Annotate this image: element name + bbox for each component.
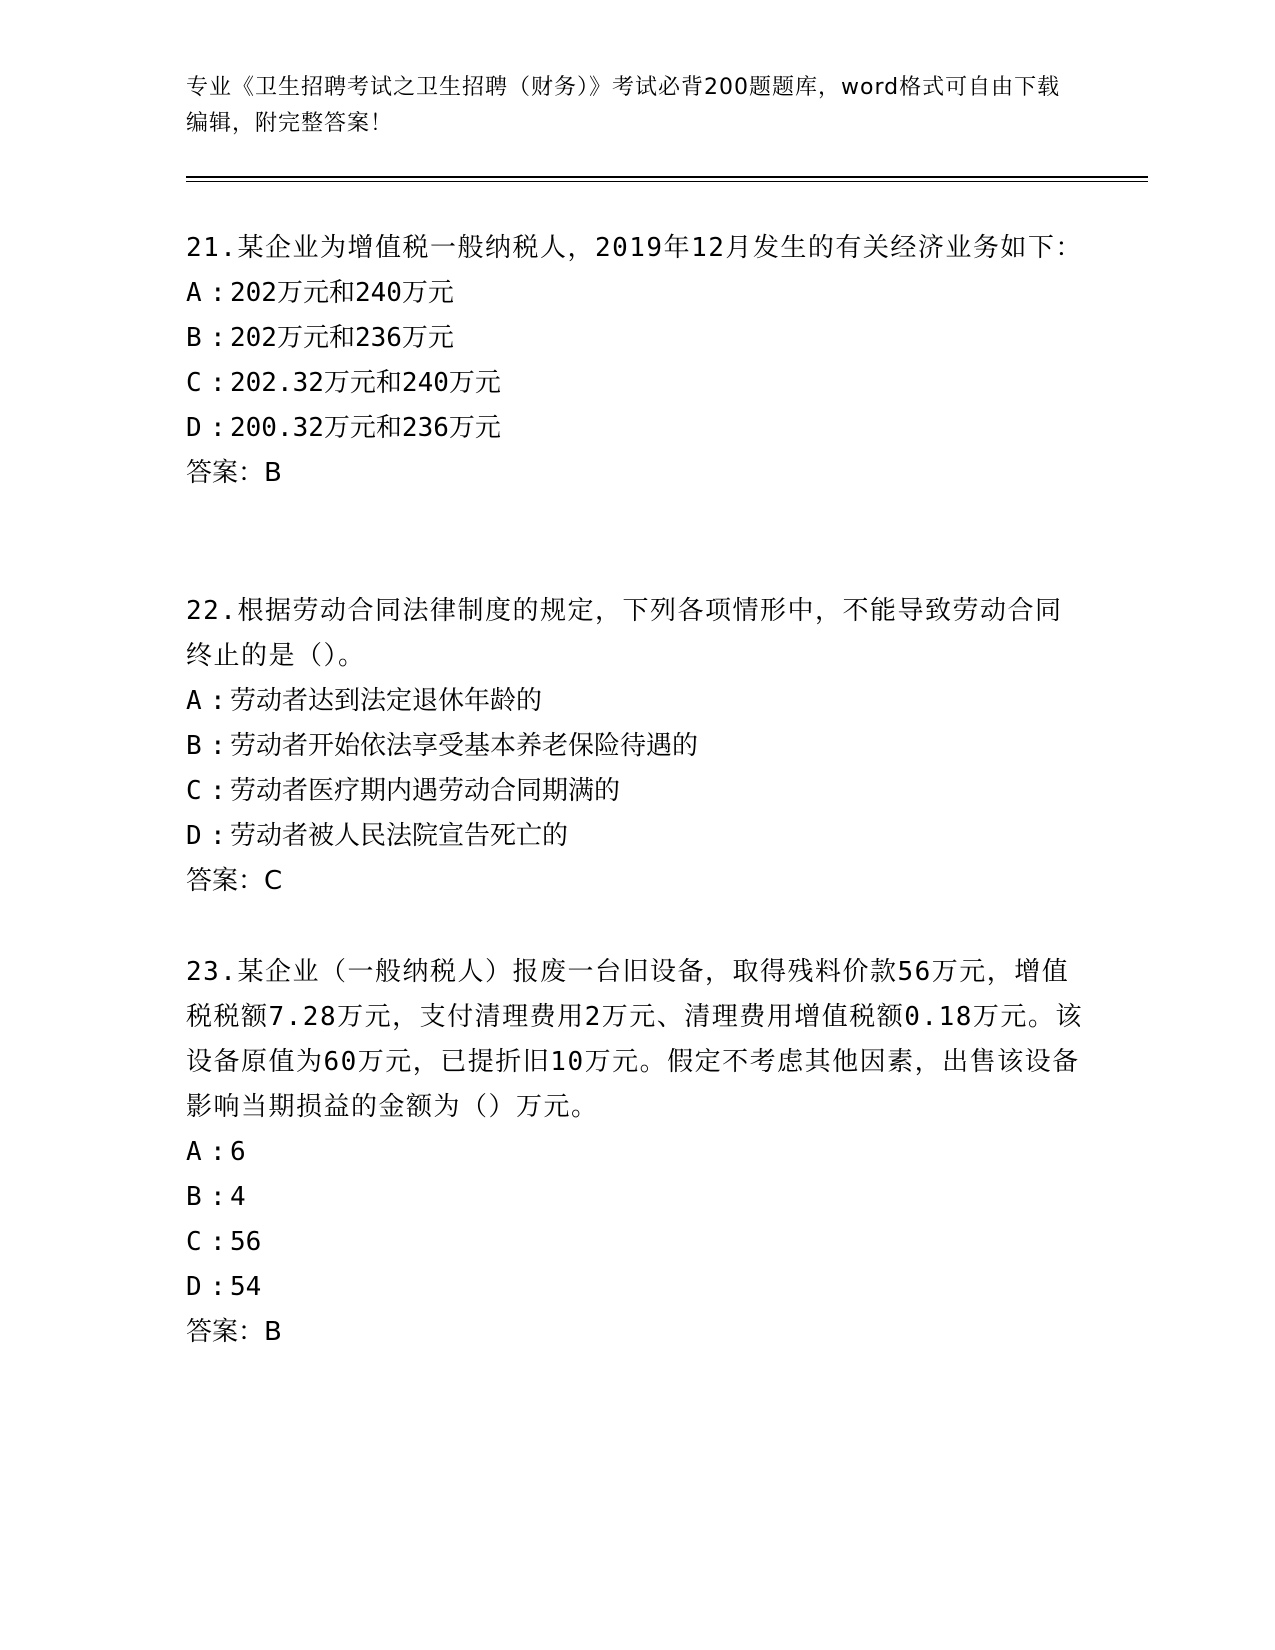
option-a — [186, 1130, 1086, 1175]
option-d — [186, 406, 1086, 451]
option-d — [186, 1265, 1086, 1310]
option-text: 劳动者开始依法享受基本养老保险待遇的 — [230, 731, 699, 761]
option-separator: : — [210, 1182, 226, 1212]
option-separator: : — [210, 1227, 226, 1257]
option-text: 劳动者医疗期内遇劳动合同期满的 — [230, 776, 621, 806]
option-c — [186, 769, 1086, 814]
question-stem: 21.某企业为增值税一般纳税人，2019年12月发生的有关经济业务如下： — [186, 233, 1083, 263]
option-text: 56 — [230, 1227, 262, 1257]
answer-label: 答案： — [186, 458, 265, 488]
option-letter: D — [186, 413, 202, 443]
option-d — [186, 814, 1086, 859]
option-separator: : — [210, 1137, 226, 1167]
option-text: 6 — [230, 1137, 246, 1167]
option-letter: C — [186, 776, 202, 806]
option-text: 202.32万元和240万元 — [230, 368, 501, 398]
option-a — [186, 271, 1086, 316]
option-text: 劳动者被人民法院宣告死亡的 — [230, 821, 569, 851]
option-b — [186, 316, 1086, 361]
question-stem: 22.根据劳动合同法律制度的规定，下列各项情形中，不能导致劳动合同终止的是（）。 — [186, 596, 1063, 671]
option-separator: : — [210, 821, 226, 851]
option-text: 200.32万元和236万元 — [230, 413, 501, 443]
answer-label: 答案： — [186, 1317, 265, 1347]
option-separator: : — [210, 731, 226, 761]
answer-value: B — [264, 458, 282, 488]
option-separator: : — [210, 368, 226, 398]
answer-value: C — [264, 866, 283, 896]
option-text: 202万元和240万元 — [230, 278, 454, 308]
option-separator: : — [210, 278, 226, 308]
option-letter: A — [186, 278, 202, 308]
option-separator: : — [210, 413, 226, 443]
option-text: 54 — [230, 1272, 262, 1302]
answer-value: B — [264, 1317, 282, 1347]
option-letter: D — [186, 821, 202, 851]
option-a — [186, 679, 1086, 724]
question-22 — [186, 589, 1086, 904]
option-b — [186, 1175, 1086, 1220]
option-letter: B — [186, 1182, 202, 1212]
header-rule-thin — [186, 181, 1148, 182]
answer-line — [186, 451, 1086, 496]
option-letter: C — [186, 1227, 202, 1257]
question-21 — [186, 226, 1086, 496]
option-text: 劳动者达到法定退休年龄的 — [230, 686, 543, 716]
option-c — [186, 1220, 1086, 1265]
option-text: 202万元和236万元 — [230, 323, 454, 353]
option-separator: : — [210, 686, 226, 716]
answer-label: 答案： — [186, 866, 265, 896]
option-separator: : — [210, 323, 226, 353]
option-separator: : — [210, 776, 226, 806]
header-rule-thick — [186, 176, 1148, 178]
option-letter: B — [186, 323, 202, 353]
question-stem: 23.某企业（一般纳税人）报废一台旧设备，取得残料价款56万元，增值税税额7.28万元，支付清理费用2万元、清理费用增值税额0.18万元。该设备原值为60万元，已提折旧10万元。假定不考虑其他因素，出售该设备影响当期损益的金额为（）万元。 — [186, 957, 1083, 1122]
option-letter: D — [186, 1272, 202, 1302]
question-23 — [186, 950, 1086, 1355]
option-letter: B — [186, 731, 202, 761]
option-separator: : — [210, 1272, 226, 1302]
option-b — [186, 724, 1086, 769]
answer-line — [186, 859, 1086, 904]
document-intro: 专业《卫生招聘考试之卫生招聘（财务）》考试必背200题题库，word格式可自由下载编辑，附完整答案！ — [186, 75, 1061, 136]
option-letter: C — [186, 368, 202, 398]
option-letter: A — [186, 686, 202, 716]
option-letter: A — [186, 1137, 202, 1167]
option-text: 4 — [230, 1182, 246, 1212]
answer-line — [186, 1310, 1086, 1355]
option-c — [186, 361, 1086, 406]
